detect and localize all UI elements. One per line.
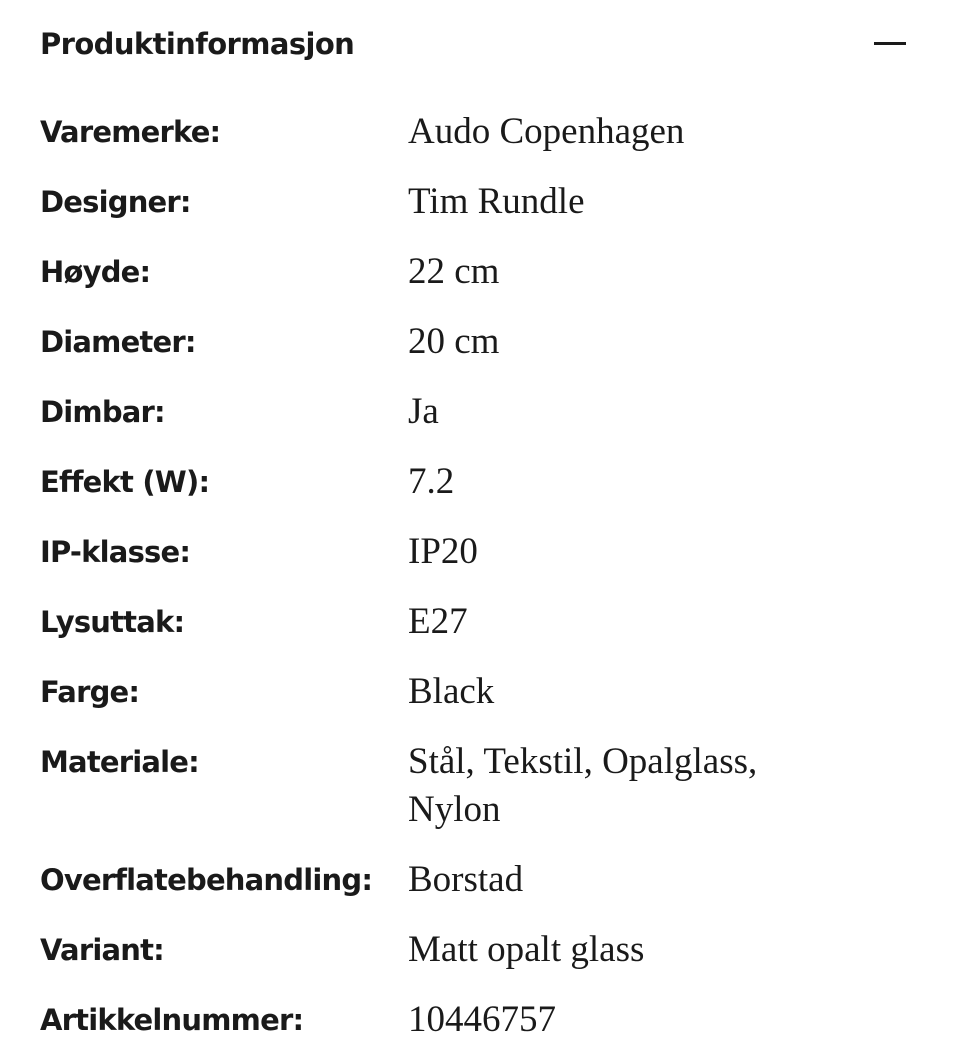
spec-label: IP-klasse: bbox=[40, 535, 191, 569]
spec-label: Designer: bbox=[40, 185, 191, 219]
spec-value: 20 cm bbox=[408, 321, 500, 362]
spec-label: Artikkelnummer: bbox=[40, 1003, 304, 1037]
spec-label: Variant: bbox=[40, 933, 164, 967]
spec-value: Audo Copenhagen bbox=[408, 111, 685, 152]
accordion-header[interactable] bbox=[40, 0, 920, 90]
spec-label: Diameter: bbox=[40, 325, 196, 359]
spec-value: Tim Rundle bbox=[408, 181, 585, 222]
spec-row-color bbox=[40, 658, 920, 728]
spec-label: Farge: bbox=[40, 675, 140, 709]
spec-value: Ja bbox=[408, 391, 439, 432]
spec-row-socket bbox=[40, 588, 920, 658]
spec-label: Varemerke: bbox=[40, 115, 221, 149]
spec-value: 22 cm bbox=[408, 251, 500, 292]
spec-value: 10446757 bbox=[408, 999, 556, 1040]
spec-label: Effekt (W): bbox=[40, 465, 210, 499]
spec-row-designer bbox=[40, 168, 920, 238]
spec-row-height bbox=[40, 238, 920, 308]
spec-value: IP20 bbox=[408, 531, 478, 572]
spec-row-variant bbox=[40, 916, 920, 986]
spec-label: Materiale: bbox=[40, 745, 199, 779]
spec-table bbox=[40, 98, 920, 1056]
spec-row-article-number bbox=[40, 986, 920, 1056]
spec-label: Dimbar: bbox=[40, 395, 165, 429]
spec-value: Black bbox=[408, 671, 495, 712]
spec-row-brand bbox=[40, 98, 920, 168]
spec-value: 7.2 bbox=[408, 461, 455, 502]
spec-row-material bbox=[40, 728, 920, 846]
spec-row-diameter bbox=[40, 308, 920, 378]
spec-value: Matt opalt glass bbox=[408, 929, 645, 970]
spec-label: Lysuttak: bbox=[40, 605, 185, 639]
minus-icon bbox=[874, 42, 906, 45]
spec-value: Borstad bbox=[408, 859, 524, 900]
collapse-button[interactable] bbox=[874, 28, 906, 60]
spec-row-power bbox=[40, 448, 920, 518]
section-title: Produktinformasjon bbox=[40, 27, 355, 61]
spec-value: Stål, Tekstil, Opalglass, Nylon bbox=[408, 741, 758, 830]
spec-label: Overflatebehandling: bbox=[40, 863, 373, 897]
spec-row-dimmable bbox=[40, 378, 920, 448]
spec-row-finish bbox=[40, 846, 920, 916]
spec-label: Høyde: bbox=[40, 255, 151, 289]
product-info-accordion bbox=[40, 0, 920, 1040]
spec-row-ip-class bbox=[40, 518, 920, 588]
spec-value: E27 bbox=[408, 601, 468, 642]
